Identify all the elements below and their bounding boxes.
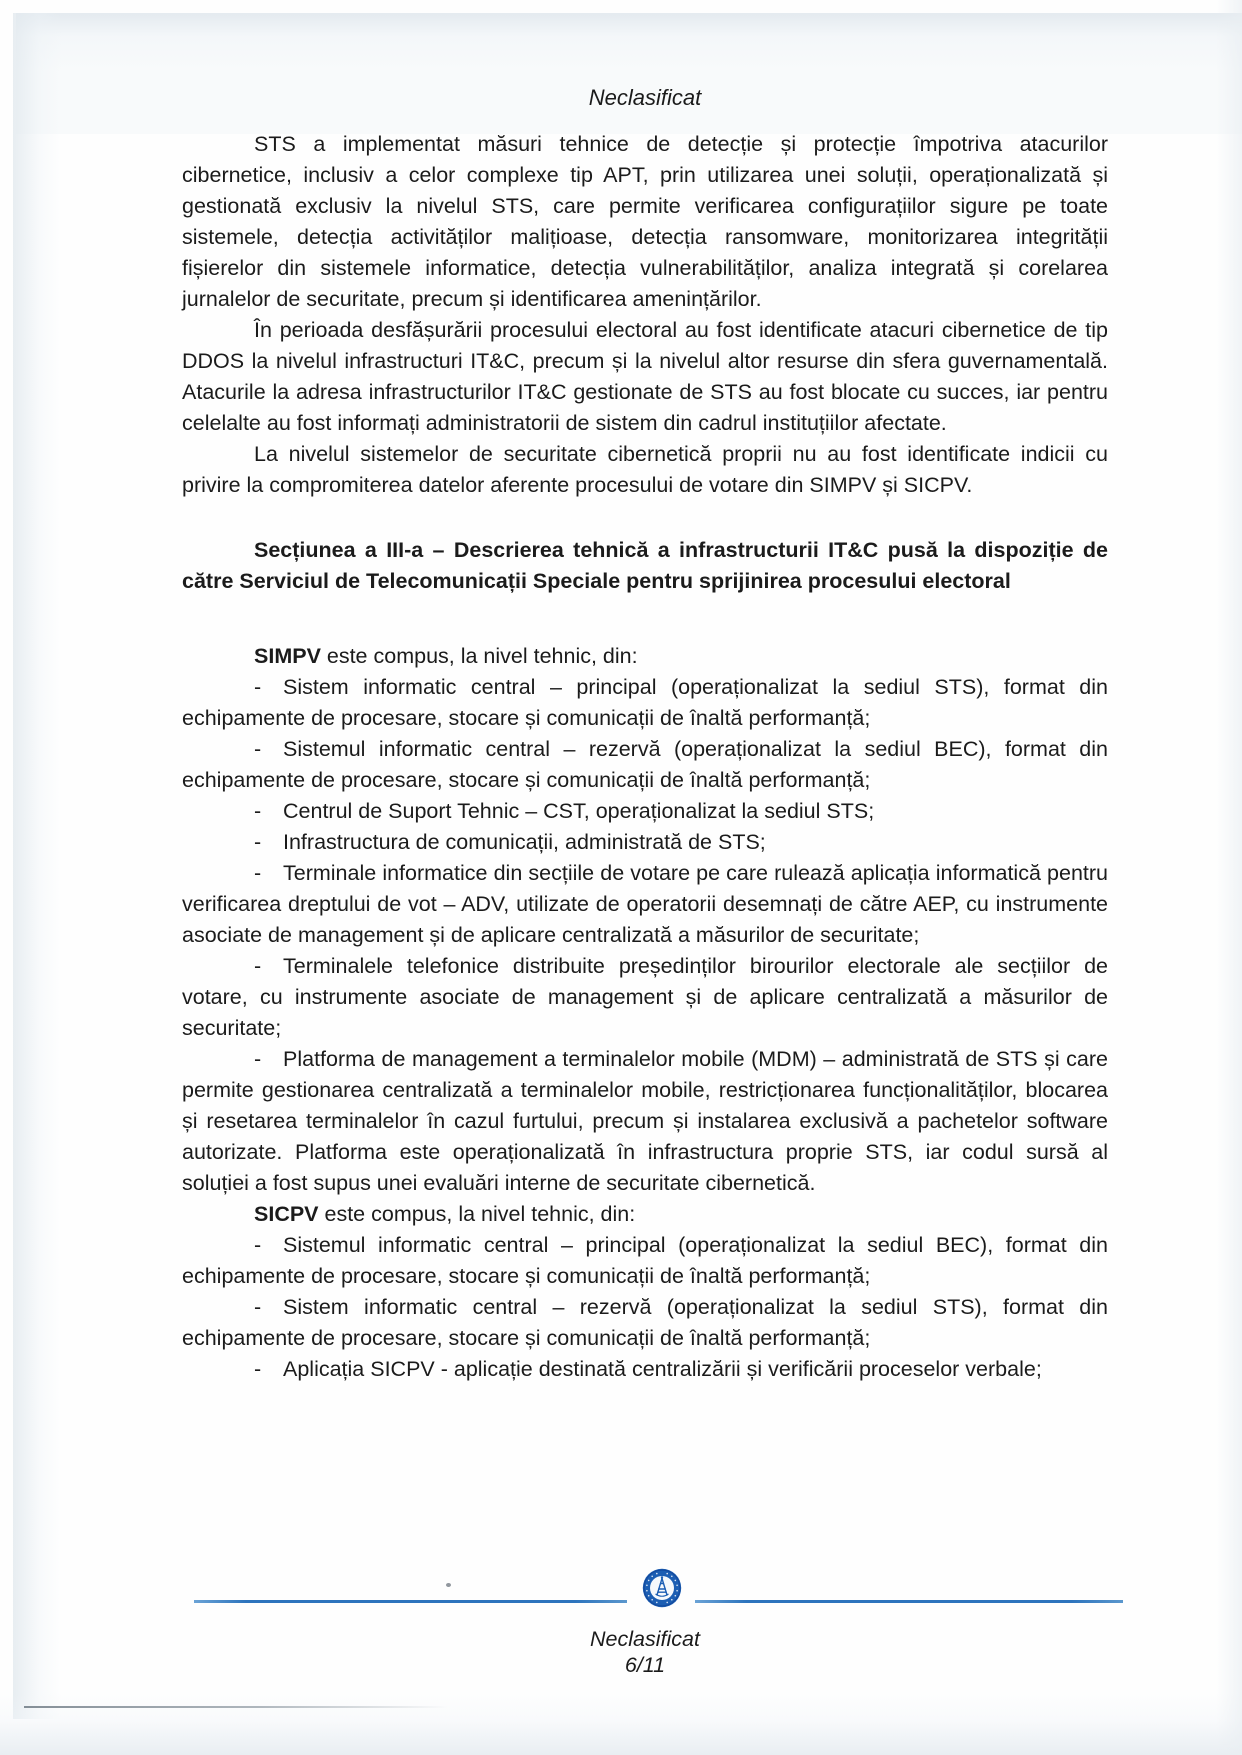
list-item	[182, 672, 1108, 734]
item-text: Sistem informatic central – principal (operaționalizat la sediul STS), format din echipamente de procesare, stocare și comunicații de înaltă performanță;	[182, 675, 1108, 730]
scan-speck	[446, 1583, 451, 1587]
paragraph: La nivelul sistemelor de securitate cibernetică proprii nu au fost identificate indicii cu privire la compromiterea datelor aferente procesului de votare din SIMPV și SICPV.	[182, 442, 1108, 497]
footer-divider-left	[194, 1600, 627, 1603]
item-marker: -	[254, 799, 262, 823]
item-text: Infrastructura de comunicații, administrată de STS;	[283, 830, 766, 854]
scan-edge-right	[1216, 0, 1242, 1755]
page-number: 6/11	[624, 1653, 666, 1677]
item-marker: -	[254, 737, 262, 761]
sicpv-lead: SICPV	[254, 1202, 319, 1226]
paragraph: În perioada desfășurării procesului electoral au fost identificate atacuri cibernetice de tip DDOS la nivelul infrastructuri IT&C, precum și la nivelul altor resurse din sfera guvernamentală. Atacurile la adresa infrastructurilor IT&C gestionate de STS au fost blocate cu succes, iar pentru celelalte au fost informați administratorii de sistem din cadrul instituțiilor afectate.	[182, 318, 1108, 435]
list-item	[182, 796, 1108, 827]
section-heading: Secțiunea a III-a – Descrierea tehnică a infrastructurii IT&C pusă la dispoziție de către Serviciul de Telecomunicații Speciale pentru sprijinirea procesului electoral	[182, 538, 1108, 593]
item-marker: -	[254, 1047, 262, 1071]
scan-edge-bottom	[0, 1693, 1242, 1755]
item-marker: -	[254, 1295, 262, 1319]
item-text: Sistemul informatic central – rezervă (operaționalizat la sediul BEC), format din echipamente de procesare, stocare și comunicații de înaltă performanță;	[182, 737, 1108, 792]
list-item	[182, 1230, 1108, 1292]
item-text: Platforma de management a terminalelor mobile (MDM) – administrată de STS și care permite gestionarea centralizată a terminalelor mobile, restricționarea funcționalităților, blocarea și resetarea terminalelor în cazul furtului, precum și instalarea exclusivă a pachetelor software autorizate. Platforma este operaționalizată în infrastructura proprie STS, iar codul sursă al soluției a fost supus unei evaluări interne de securitate cibernetică.	[182, 1047, 1108, 1195]
simpv-intro	[182, 641, 1108, 672]
paragraph: STS a implementat măsuri tehnice de detecție și protecție împotriva atacurilor cibernetice, inclusiv a celor complexe tip APT, prin utilizarea unei soluții, operaționalizată și gestionată exclusiv la nivelul STS, care permite verificarea configurațiilor sigure pe toate sistemele, detecția activităților malițioase, detecția ransomware, monitorizarea integrității fișierelor din sistemele informatice, detecția vulnerabilităților, analiza integrată și corelarea jurnalelor de securitate, precum și identificarea amenințărilor.	[182, 132, 1108, 311]
item-marker: -	[254, 1357, 262, 1381]
list-item	[182, 827, 1108, 858]
simpv-lead: SIMPV	[254, 644, 321, 668]
sicpv-intro-text: este compus, la nivel tehnic, din:	[318, 1202, 636, 1226]
item-text: Sistem informatic central – rezervă (operaționalizat la sediul STS), format din echipamente de procesare, stocare și comunicații de înaltă performanță;	[182, 1295, 1108, 1350]
sicpv-intro	[182, 1199, 1108, 1230]
list-item	[182, 1044, 1108, 1199]
item-marker: -	[254, 861, 262, 885]
list-item	[182, 858, 1108, 951]
footer-divider-right	[695, 1600, 1123, 1603]
item-text: Terminale informatice din secțiile de votare pe care rulează aplicația informatică pentru verificarea dreptului de vot – ADV, utilizate de operatorii desemnați de către AEP, cu instrumente asociate de management și de aplicare centralizată a măsurilor de securitate;	[182, 861, 1108, 947]
list-item	[182, 1354, 1108, 1385]
simpv-intro-text: este compus, la nivel tehnic, din:	[320, 644, 638, 668]
item-text: Sistemul informatic central – principal (operaționalizat la sediul BEC), format din echipamente de procesare, stocare și comunicații de înaltă performanță;	[182, 1233, 1108, 1288]
item-marker: -	[254, 954, 262, 978]
item-text: Terminalele telefonice distribuite președinților birourilor electorale ale secțiilor de votare, cu instrumente asociate de management și de aplicare centralizată a măsurilor de securitate;	[182, 954, 1108, 1040]
list-item	[182, 1292, 1108, 1354]
list-item	[182, 734, 1108, 796]
classification-header: Neclasificat	[588, 85, 702, 110]
list-item	[182, 951, 1108, 1044]
classification-footer: Neclasificat	[590, 1627, 700, 1651]
scan-edge-left	[13, 13, 61, 1719]
scan-edge-top	[16, 13, 1242, 71]
document-body	[182, 129, 1108, 1385]
item-marker: -	[254, 1233, 262, 1257]
item-text: Aplicația SICPV - aplicație destinată centralizării și verificării proceselor verbale;	[283, 1357, 1042, 1381]
footer-block	[182, 1626, 1108, 1678]
item-text: Centrul de Suport Tehnic – CST, operaționalizat la sediul STS;	[283, 799, 875, 823]
sts-emblem-icon	[642, 1568, 682, 1608]
item-marker: -	[254, 830, 262, 854]
item-marker: -	[254, 675, 262, 699]
scan-artifact-line	[24, 1706, 448, 1708]
